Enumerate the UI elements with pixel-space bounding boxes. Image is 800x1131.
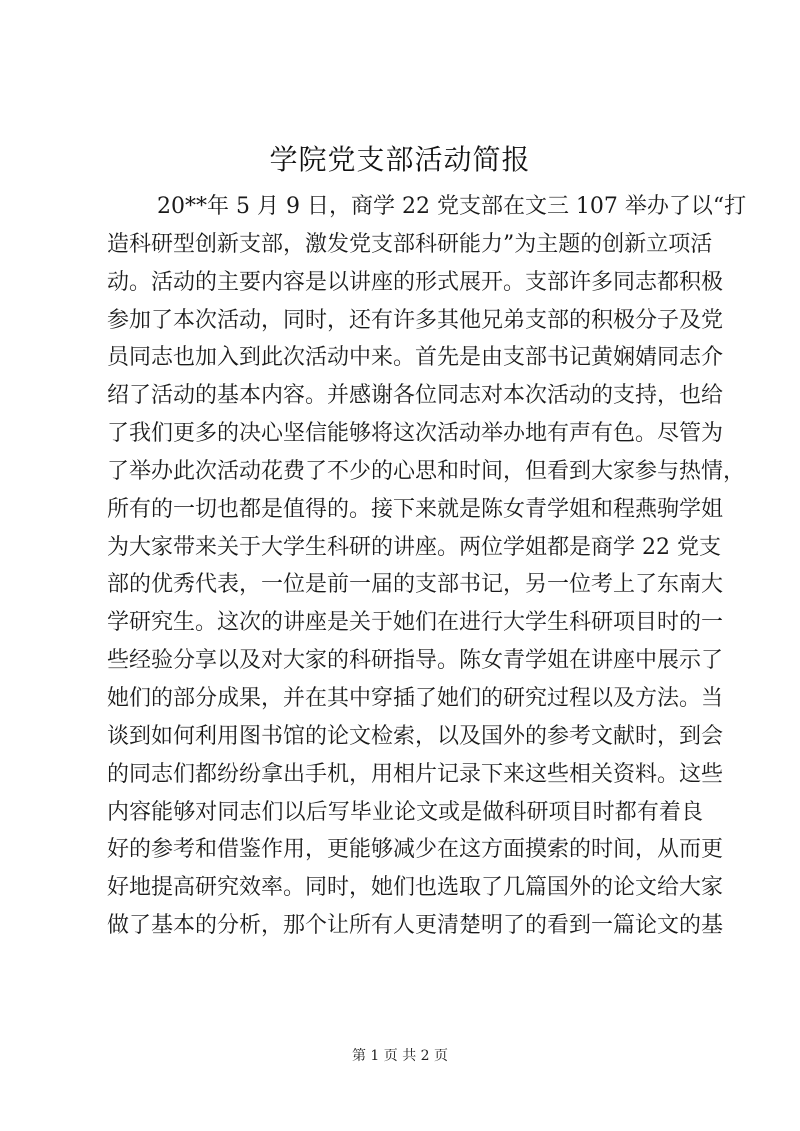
body-line: 做了基本的分析，那个让所有人更清楚明了的看到一篇论文的基 [107, 913, 724, 939]
body-line: 谈到如何利用图书馆的论文检索，以及国外的参考文献时，到会 [107, 723, 724, 749]
body-line: 动。活动的主要内容是以讲座的形式展开。支部许多同志都积极 [107, 269, 724, 295]
body-line: 好地提高研究效率。同时，她们也选取了几篇国外的论文给大家 [107, 875, 724, 901]
body-line: 学研究生。这次的讲座是关于她们在进行大学生科研项目时的一 [107, 610, 724, 636]
body-line: 为大家带来关于大学生科研的讲座。两位学姐都是商学 22 党支 [107, 534, 721, 560]
body-line: 20**年 5 月 9 日，商学 22 党支部在文三 107 举办了以“打 [157, 194, 747, 219]
document-title: 学院党支部活动简报 [269, 143, 531, 176]
body-line: 内容能够对同志们以后写毕业论文或是做科研项目时都有着良 [107, 799, 703, 825]
body-line: 了我们更多的决心坚信能够将这次活动举办地有声有色。尽管为 [107, 421, 724, 447]
body-line: 她们的部分成果，并在其中穿插了她们的研究过程以及方法。当 [107, 685, 724, 711]
body-line: 的同志们都纷纷拿出手机，用相片记录下来这些相关资料。这些 [107, 761, 724, 787]
page-number-footer: 第 1 页 共 2 页 [351, 1048, 449, 1064]
body-line: 部的优秀代表，一位是前一届的支部书记，另一位考上了东南大 [107, 572, 724, 598]
body-line: 所有的一切也都是值得的。接下来就是陈女青学姐和程燕驹学姐 [107, 496, 724, 522]
document-body [107, 188, 747, 945]
body-line: 绍了活动的基本内容。并感谢各位同志对本次活动的支持，也给 [107, 383, 724, 409]
body-line: 参加了本次活动，同时，还有许多其他兄弟支部的积极分子及党 [107, 307, 724, 333]
body-line: 造科研型创新支部，激发党支部科研能力”为主题的创新立项活 [107, 231, 713, 257]
body-line: 员同志也加入到此次活动中来。首先是由支部书记黄娴婧同志介 [107, 345, 724, 371]
body-line: 些经验分享以及对大家的科研指导。陈女青学姐在讲座中展示了 [107, 648, 724, 674]
body-line: 了举办此次活动花费了不少的心思和时间，但看到大家参与热情， [107, 458, 746, 484]
body-line: 好的参考和借鉴作用，更能够减少在这方面摸索的时间，从而更 [107, 837, 724, 863]
